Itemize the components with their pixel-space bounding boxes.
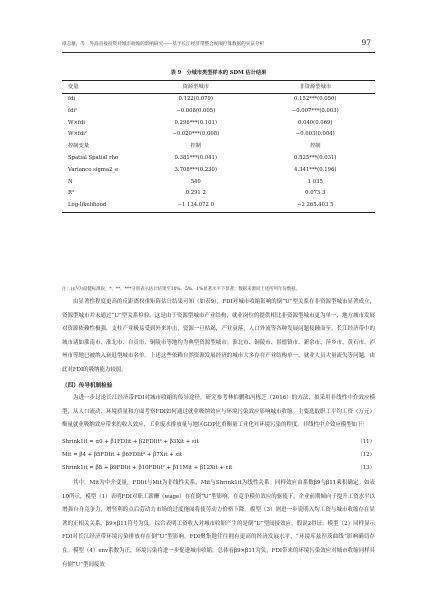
table-cell: 控制 [309, 143, 321, 150]
paragraph: 由显著性程度更高的反距离权重矩阵估计结果可知（如表9），FDI对城市收缩影响的倒“U”型关系在非资源型城市显著成立，资源型城市并未通过“U”型关系检验。这是由于资源型城市产业结构，就业岗位的提供相比非资源型城市更为单一，地方城市发展对资源依赖性极强，支柱产业极易受到外来冲击，资源一旦枯竭，产业衰落，人口外流等各种发展问题接踵而至。长江经济带中的城市诸如淮南市、淮北市、自贡市、铜陵市等地均为典型资源型城市；淮北市、铜陵市、景德镇市、新余市、萍乡市、黄石市、泸州市等地已被纳入衰退型城市名单。上述这些依赖自然资源发展经济的城市大多存在产业结构单一、就业人员大量流失等问题，由此对FDI的吸纳能力较弱。 [62, 299, 375, 373]
table-row [62, 188, 375, 200]
row-label: Log-likelihood [62, 200, 136, 212]
table-cell: 3.708***(0.230) [174, 166, 217, 173]
table-cell: −0.003(0.004) [295, 131, 335, 138]
equation-number: （12） [357, 452, 375, 458]
column-header: 资源型城市 [136, 81, 256, 94]
page-number: 97 [361, 38, 371, 47]
table-row [62, 106, 375, 118]
table-cell: 0.122(0.079) [178, 96, 213, 102]
row-label: Spatial Spatial rho [68, 154, 119, 161]
header-rule [62, 52, 375, 53]
table-cell: 0.291 2 [185, 190, 206, 197]
equation-body: Shrink1it = β8 + β9FDIit + β10FDIit² + β11Mit + β12Xit + εit [62, 465, 233, 471]
table-cell: 0.073 3 [305, 190, 326, 197]
section-title: （四）传导机制检验 [62, 383, 113, 389]
paragraph: 其中，Mit为中介变量，FDIit与Mit为非线性关系，Mit与Shrink1it为线性关系。同样效应由系数β9与β11乘积确定。如表10所示，模型（1）表明FDI对职工薪酬（wage）存在倒“U”型影响，在竞争模仿效应的驱使下，企业前期倾向于提升工资水平以增强自身竞争力，增竖利的点后劳动力市场的过度拖闻将使劳动力价格下降。模型（3）则进一步说明入均工资与城市收缩存在显著的正相关关系，β9×β11符号为负，综合表明工资收入对城市收缩产生的是倒“U”型间接效应，假说2得证。模型（2）同样显示FDI对长江经济带环境污染排放存在倒“U”型影响，FDI聚集地往往拥有更高的经济发展水平，“环境库兹涅茨曲线”影响确切存在。模型（4）env系数为正，环境污染将进一步促进城市收缩。总体看β9×β11为负，FDI带来的环境污染效应对城市收缩同样具有倒“U”型间接效 [62, 480, 375, 568]
equation-body: Shrink1it = α0 + β1FDIit + β2FDIit² + β3Xit + εit [62, 439, 199, 445]
table-cell: 540 [190, 178, 201, 185]
table-row [62, 153, 375, 165]
table-cell: −1 134.072 0 [136, 200, 256, 212]
column-header: 变量 [62, 81, 136, 94]
table-row [62, 177, 375, 189]
table-row [62, 94, 375, 106]
running-header: 谭志雄，等 外商直接投资对城市收缩的影响研究——基于长江经济带整合视阈打算数据的实证分析 [62, 42, 265, 47]
table-cell: −0.007***(0.003) [291, 107, 339, 114]
column-header: 非资源型城市 [256, 81, 376, 94]
table-note: 注：()内为稳健标准误，*、**、***分别表示估计结果至10%、5%、1%显著水平下显著；数据来源同上述所列年份数据。 [62, 287, 300, 292]
table-cell: 1 035 [307, 178, 323, 185]
table-row [62, 129, 375, 141]
table-row [62, 200, 375, 212]
equation-13 [62, 462, 375, 475]
equation-number: （13） [357, 465, 375, 471]
table-cell: 0.525***(0.031) [294, 154, 337, 161]
table-caption: 表 9 分城市类型样本的 SDM 估计结果 [170, 70, 267, 76]
table-cell: −0.008(0.005) [176, 107, 216, 114]
table-cell: 0.381***(0.041) [174, 154, 217, 161]
row-label: N [68, 178, 73, 185]
table-cell: 0.040(0.069) [298, 119, 333, 126]
row-label: W×fdi² [68, 131, 88, 138]
table-cell: −0.020***(0.008) [172, 131, 220, 138]
table-cell: 0.296***(0.101) [174, 119, 217, 126]
table-header-row [62, 81, 375, 94]
row-label: 控制变量 [68, 143, 90, 150]
equation-12 [62, 449, 375, 462]
equation-number: （11） [357, 439, 375, 445]
table-row [62, 118, 375, 130]
row-label: fdi [68, 96, 76, 102]
table-cell: 控制 [190, 143, 202, 150]
row-label: R² [68, 190, 75, 197]
equation-11 [62, 436, 375, 449]
paragraph: 为进一步讨论长江经济带FDI对城市收缩的传导途径，研究参考林伯鹏和冯栋芝（2016）的方法，拟采用非线性中介效应模型，从人口流动、环境质量和方面考察FDI如何通过就业吸纳效应与环境污染效应影响城市收缩。主要选取职工平均工资（万元）衡量就业吸纳效应带来的收入效应，工业废水排放量与地区GDP比重衡量工业化对环境污染的程度。非线性中介效应模型如下： [62, 395, 375, 429]
equation-body: Mit = β4 + β5FDIit + β6FDIit² + β7Xit + εit [62, 452, 183, 458]
table-cell: 0.152***(0.050) [294, 96, 337, 102]
row-label: Variance sigma2_e [68, 166, 119, 173]
sdm-results-table [62, 80, 375, 213]
row-label: fdi² [68, 107, 78, 114]
table-row [62, 165, 375, 177]
table-row [62, 141, 375, 153]
table-cell: −2 265.403 5 [256, 200, 376, 212]
table-cell: 4.341***(0.196) [294, 166, 337, 173]
row-label: W×fdi [68, 119, 85, 126]
